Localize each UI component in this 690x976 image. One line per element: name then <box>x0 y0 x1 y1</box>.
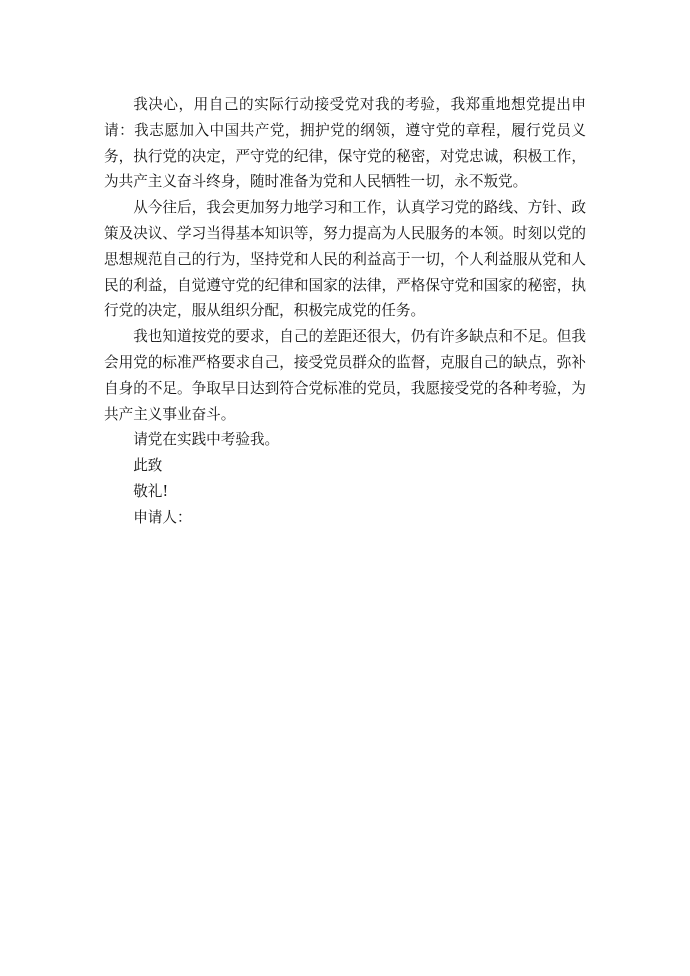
closing-regards: 敬礼! <box>133 482 169 500</box>
applicant-signature-label: 申请人： <box>133 508 192 526</box>
closing-salutation: 此致 <box>133 457 163 475</box>
document-page <box>104 92 586 531</box>
closing-request: 请党在实践中考验我。 <box>133 431 280 449</box>
paragraph-commitment: 从今往后，我会更加努力地学习和工作，认真学习党的路线、方针、政策及决议、学习当得基本知识等，努力提高为人民服务的本领。时刻以党的思想规范自己的行为，坚持党和人民的利益高于一切，个人利益服从党和人民的利益，自觉遵守党的纪律和国家的法律，严格保守党和国家的秘密，执行党的决定，服从组织分配，积极完成党的任务。 <box>104 199 586 320</box>
paragraph-self-improvement: 我也知道按党的要求，自己的差距还很大，仍有许多缺点和不足。但我会用党的标准严格要求自己，接受党员群众的监督，克服自己的缺点，弥补自身的不足。争取早日达到符合党标准的党员，我愿接受党的各种考验，为共产主义事业奋斗。 <box>104 328 586 423</box>
paragraph-resolution: 我决心，用自己的实际行动接受党对我的考验，我郑重地想党提出申请：我志愿加入中国共产党，拥护党的纲领，遵守党的章程，履行党员义务，执行党的决定，严守党的纪律，保守党的秘密，对党忠诚，积极工作，为共产主义奋斗终身，随时准备为党和人民牺牲一切，永不叛党。 <box>104 96 586 191</box>
